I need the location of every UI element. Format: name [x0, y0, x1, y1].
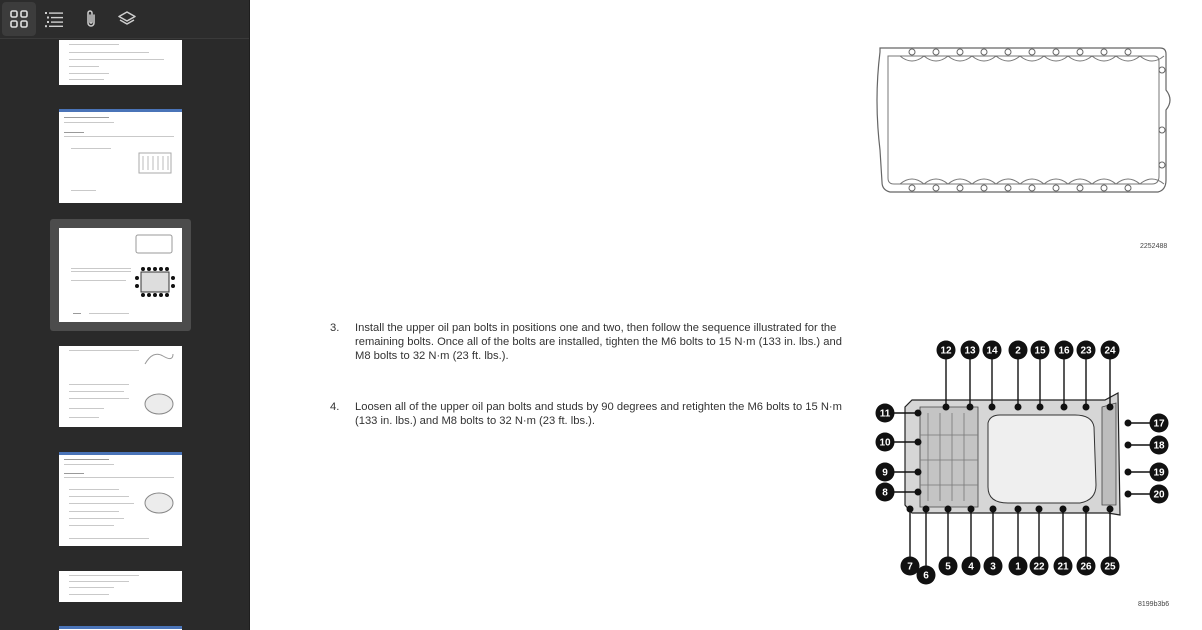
- step-number: 4.: [330, 401, 340, 413]
- bolt-callout-number: 10: [879, 437, 891, 449]
- bolt-callout-number: 18: [1153, 440, 1165, 452]
- bolt-callout-number: 16: [1058, 345, 1070, 357]
- bolt-callout-number: 26: [1080, 561, 1092, 573]
- bolt-tightening-sequence-figure: [870, 335, 1170, 585]
- bolt-callout-number: 11: [879, 408, 891, 420]
- step-text: Loosen all of the upper oil pan bolts and studs by 90 degrees and retighten the M6 bolts to 15 N·m (133 in. lbs.) and M8 bolts to 32 N·m (23 ft. lbs.).: [355, 401, 842, 427]
- figure-id: 8199b3b6: [1138, 601, 1170, 608]
- bolt-callout-number: 17: [1153, 418, 1165, 430]
- bolt-callout-number: 5: [945, 561, 951, 573]
- bolt-callout-number: 21: [1057, 561, 1069, 573]
- bolt-callout-number: 3: [990, 561, 996, 573]
- document-page: [250, 0, 1202, 630]
- page-thumbnail[interactable]: [59, 109, 182, 203]
- bolt-callout-number: 15: [1034, 345, 1046, 357]
- page-thumbnail[interactable]: [59, 571, 182, 602]
- oil-pan-body: [905, 393, 1120, 515]
- figure-id: 2252488: [1140, 243, 1168, 250]
- page-thumbnail[interactable]: [59, 346, 182, 427]
- bolt-callout-number: 12: [940, 345, 952, 357]
- bolt-callout-number: 9: [882, 467, 888, 479]
- layers-icon: [117, 10, 137, 28]
- thumbnails-view-button[interactable]: [2, 2, 36, 36]
- bolt-callout-number: 20: [1153, 489, 1165, 501]
- bolt-callout-number: 19: [1153, 467, 1165, 479]
- thumbnail-sidebar: [0, 0, 250, 630]
- bolt-callout-number: 2: [1015, 345, 1021, 357]
- bolt-callout-number: 24: [1104, 345, 1116, 357]
- bolt-callout-number: 23: [1080, 345, 1092, 357]
- bolt-callout-number: 8: [882, 487, 888, 499]
- page-thumbnail[interactable]: [59, 40, 182, 85]
- page-thumbnail[interactable]: [59, 452, 182, 546]
- sidebar-toolbar: [0, 0, 249, 39]
- bolt-callout-number: 4: [968, 561, 974, 573]
- bolt-callout-number: 1: [1015, 561, 1021, 573]
- outline-list-icon: [44, 10, 64, 28]
- attachments-button[interactable]: [74, 2, 108, 36]
- step-text: Install the upper oil pan bolts in positions one and two, then follow the sequence illustrated for the remaining bolts. Once all of the bolts are installed, tighten the M6 bolts to 15 N·m (133 in. lbs.) and M8 bolts to 32 N·m (23 ft. lbs.).: [355, 322, 842, 362]
- bolt-callout-number: 14: [986, 345, 998, 357]
- thumbnails-grid-icon: [10, 10, 28, 28]
- step-number: 3.: [330, 322, 340, 334]
- page-thumbnail[interactable]: [59, 626, 182, 630]
- bolt-callout-number: 22: [1033, 561, 1045, 573]
- bolt-callout-number: 13: [964, 345, 976, 357]
- bolt-callout-number: 25: [1104, 561, 1116, 573]
- bolt-callout-number: 7: [907, 561, 913, 573]
- layers-button[interactable]: [110, 2, 144, 36]
- page-thumbnail-current[interactable]: [59, 228, 182, 322]
- outline-view-button[interactable]: [37, 2, 71, 36]
- attachments-paperclip-icon: [84, 9, 98, 29]
- oil-pan-gasket-figure: [870, 40, 1190, 200]
- bolt-callout-number: 6: [923, 570, 929, 582]
